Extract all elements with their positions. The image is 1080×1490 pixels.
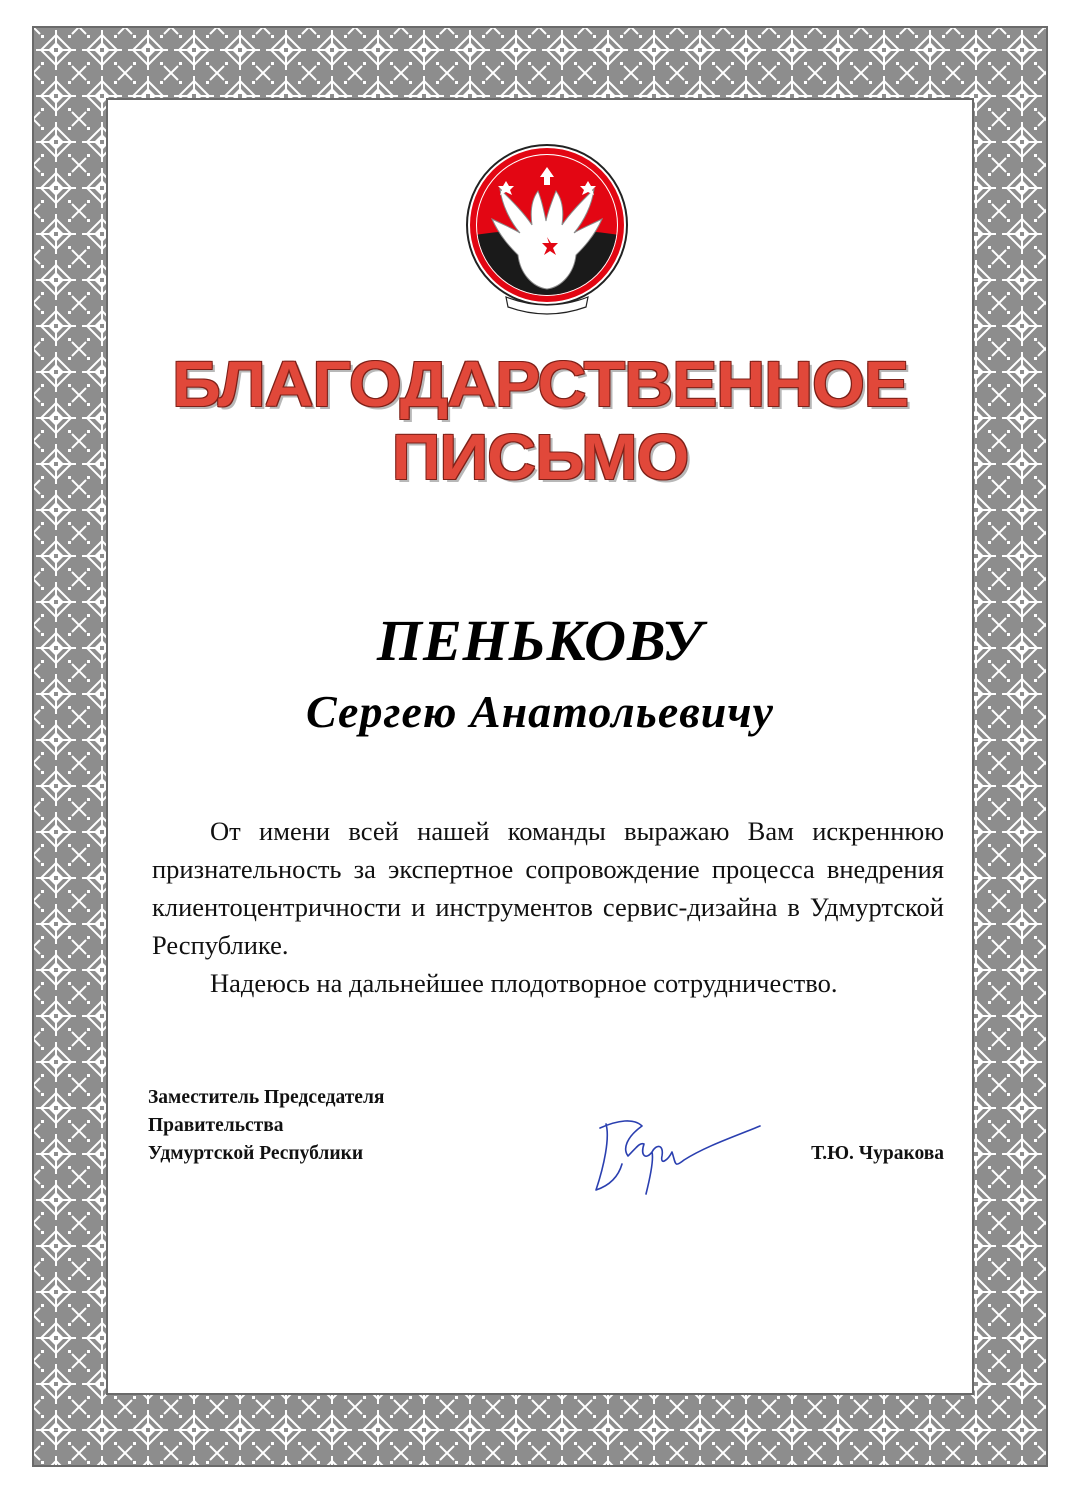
signatory-position-line-3: Удмуртской Республики	[148, 1143, 364, 1164]
letter-paragraph-2: Надеюсь на дальнейшее плодотворное сотрудничество.	[210, 968, 838, 998]
document-title-line-1: БЛАГОДАРСТВЕННОЕ	[171, 348, 909, 420]
signatory-position-line-2: Правительства	[148, 1115, 284, 1136]
letter-paragraph-1: От имени всей нашей команды выражаю Вам искреннюю признательность за экспертное сопровождение процесса внедрения клиентоцентричности и инструментов сервис-дизайна в Удмуртской Республике.	[152, 816, 944, 960]
handwritten-signature	[588, 1108, 768, 1204]
signatory-position	[148, 1084, 384, 1168]
signatory-position-line-1: Заместитель Председателя	[148, 1087, 385, 1108]
recipient-surname: ПЕНЬКОВУ	[376, 608, 704, 673]
document-title-line-2: ПИСЬМО	[391, 421, 689, 493]
recipient-name: Сергею Анатольевичу	[306, 686, 774, 737]
udmurt-coat-of-arms-icon	[462, 137, 632, 321]
signatory-name: Т.Ю. Чуракова	[811, 1143, 944, 1164]
